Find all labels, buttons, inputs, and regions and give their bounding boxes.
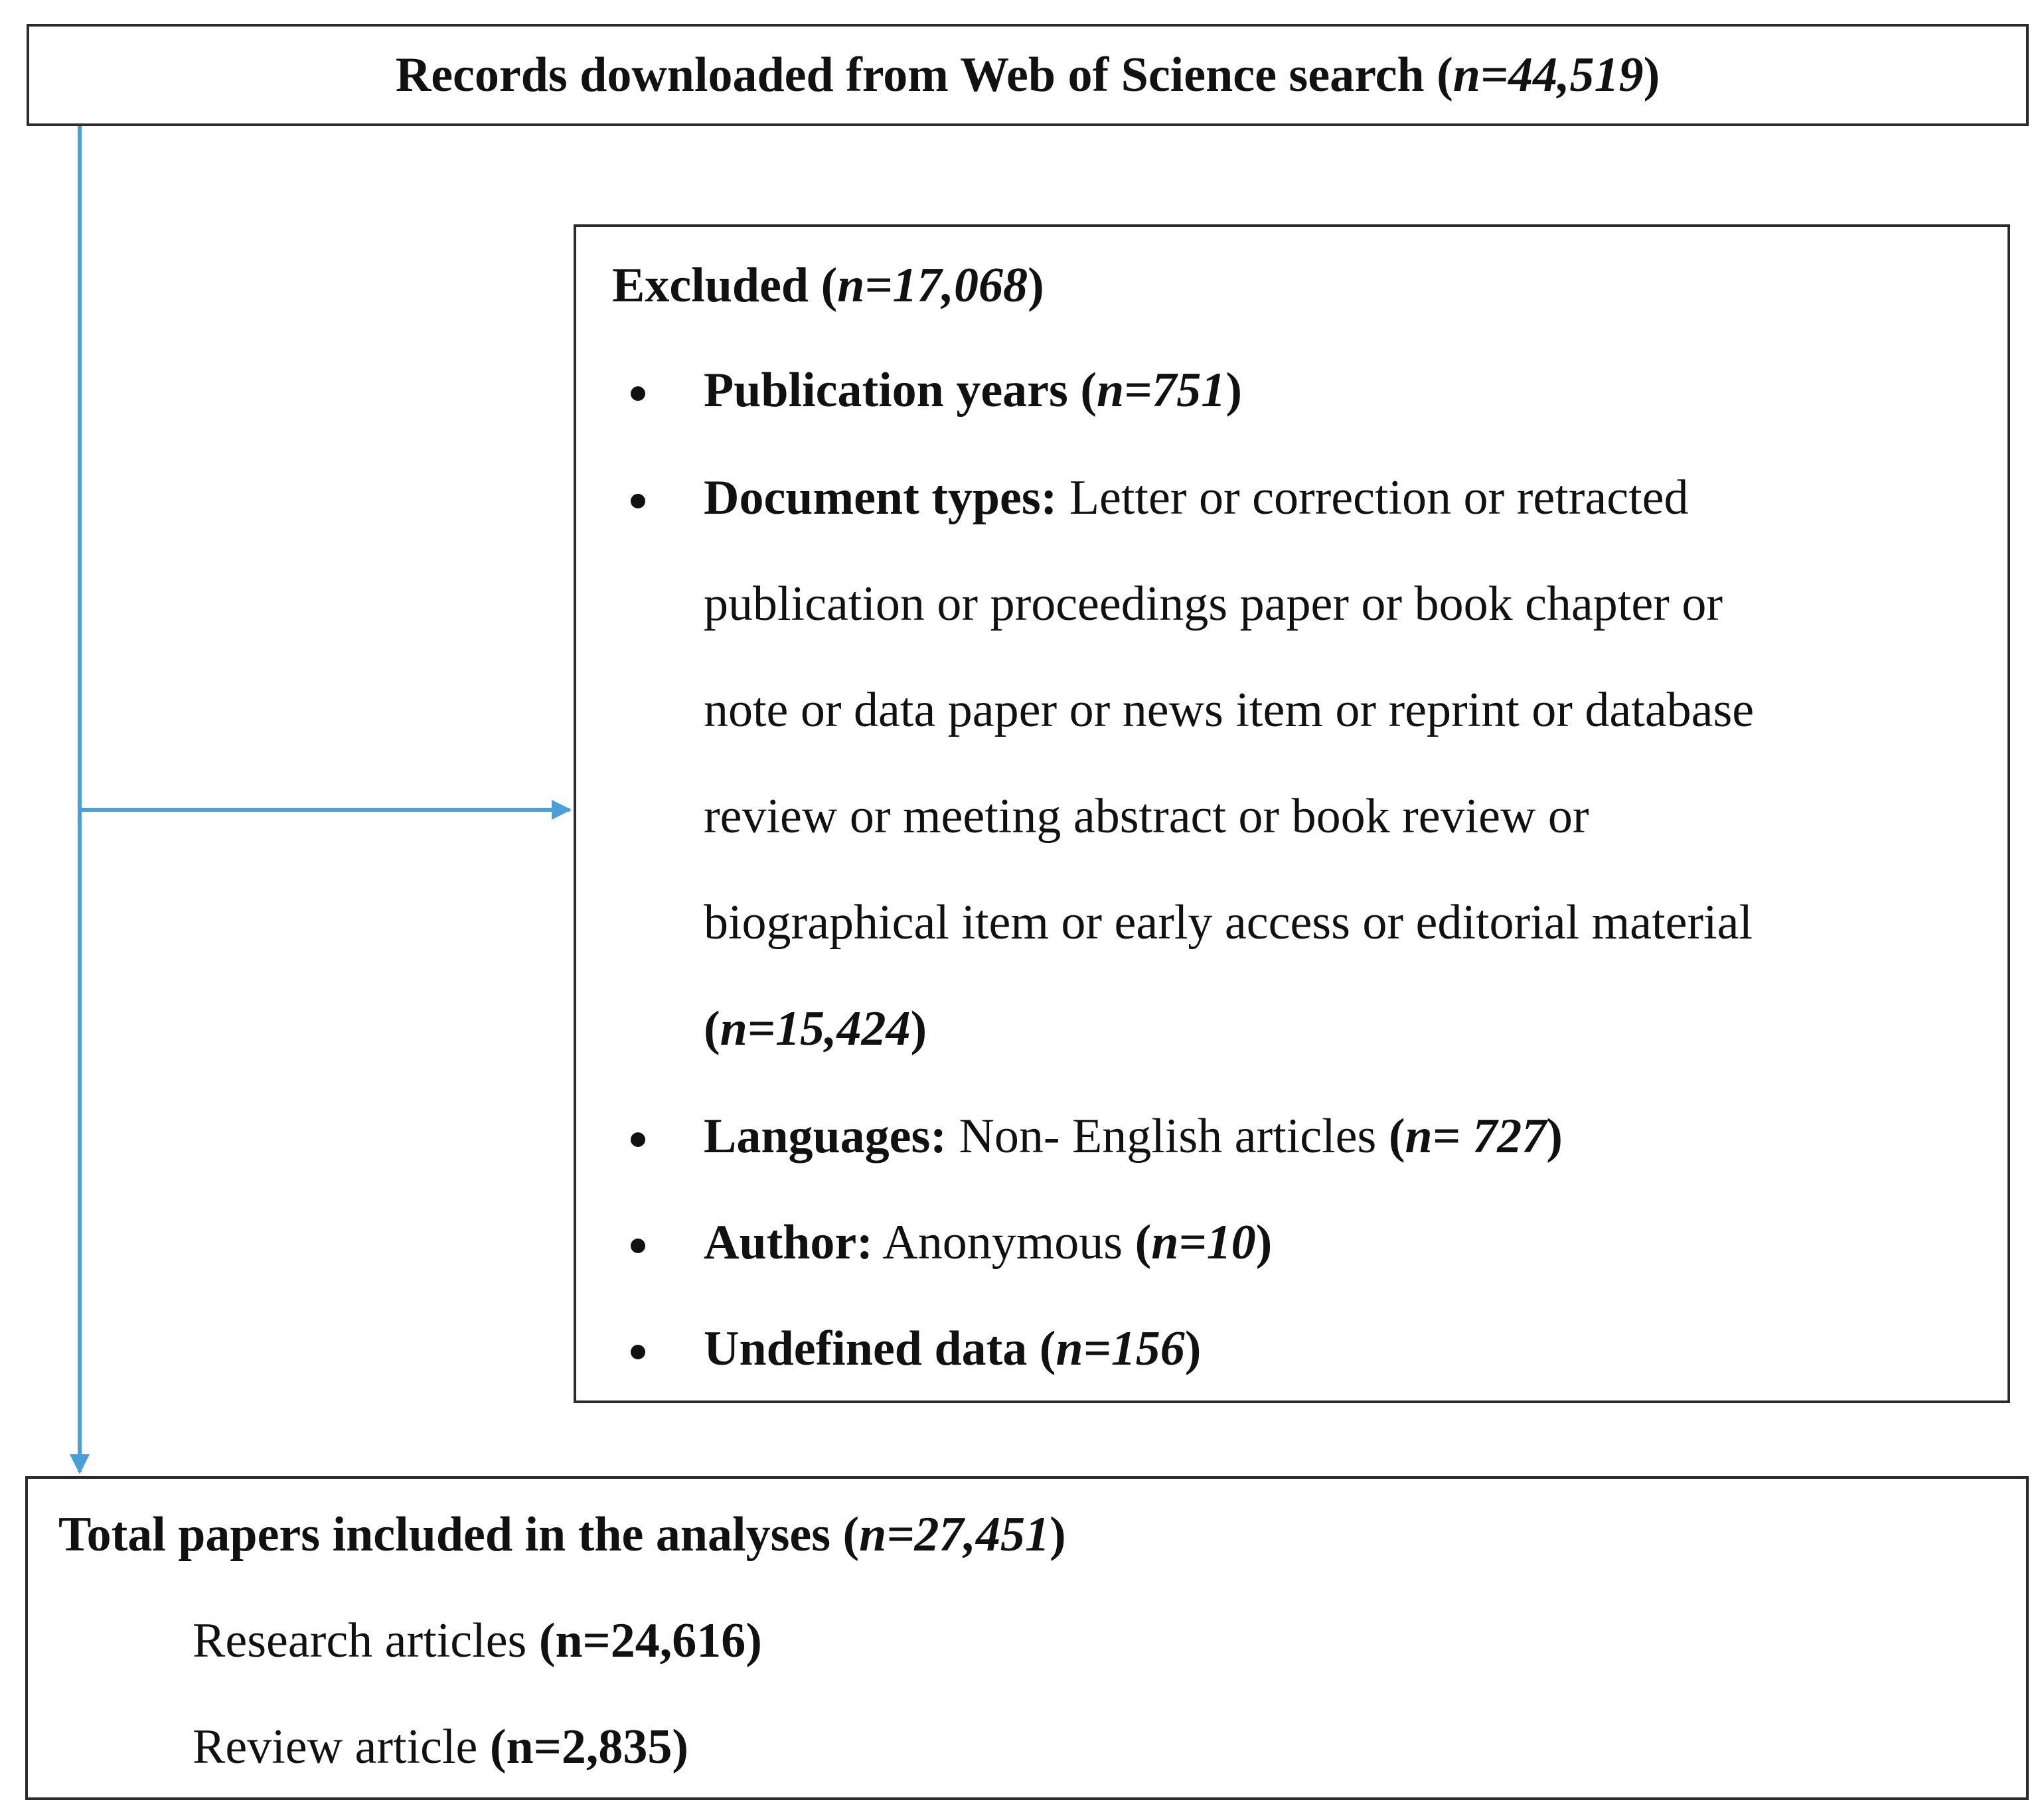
records-downloaded-box (27, 24, 2029, 126)
total-label: Total papers included in the analyses (58, 1507, 831, 1562)
research-articles-count: (n=24,616) (538, 1614, 762, 1668)
item-count: n= 727 (1405, 1109, 1547, 1164)
bullet-icon (631, 1239, 645, 1253)
item-label: Publication years (704, 363, 1068, 417)
review-article-line (193, 1719, 688, 1776)
excluded-box (574, 224, 2010, 1403)
paren-open: ( (809, 258, 838, 313)
item-text: Anonymous (872, 1215, 1135, 1270)
paren-open: ( (1424, 48, 1453, 102)
paren-open: ( (704, 1002, 720, 1056)
excluded-item-languages (704, 1108, 1563, 1165)
paren-close: ) (1028, 258, 1044, 313)
review-article-count: (n=2,835) (489, 1720, 689, 1774)
document-types-count (704, 1001, 927, 1057)
records-count: n=44,519 (1453, 48, 1644, 102)
item-count: n=15,424 (720, 1002, 911, 1056)
document-types-line: review or meeting abstract or book review or (704, 789, 1589, 844)
item-text: Letter or correction or retracted (1057, 471, 1689, 525)
total-included-box (25, 1476, 2029, 1800)
item-text: Non- English articles (946, 1109, 1389, 1164)
excluded-item-publication-years (704, 362, 1242, 419)
paren-close: ) (910, 1002, 927, 1056)
item-label: Author: (704, 1215, 873, 1270)
total-heading (58, 1507, 1066, 1563)
document-types-line: publication or proceedings paper or book chapter or (704, 577, 1723, 631)
paren-close: ) (1050, 1507, 1066, 1562)
excluded-label: Excluded (612, 258, 809, 313)
excluded-heading (612, 258, 1044, 314)
review-article-label: Review article (193, 1720, 490, 1774)
excluded-item-document-types (704, 470, 1688, 526)
excluded-item-undefined-data (704, 1321, 1201, 1377)
excluded-item-author (704, 1215, 1272, 1271)
item-count: n=10 (1151, 1215, 1256, 1270)
records-label-text: Records downloaded from Web of Science search (395, 48, 1425, 102)
paren-open: ( (830, 1507, 860, 1562)
item-count: n=751 (1096, 363, 1226, 417)
research-articles-line (193, 1613, 762, 1669)
research-articles-label: Research articles (193, 1614, 539, 1668)
item-label: Undefined data (704, 1322, 1028, 1376)
bullet-icon (631, 386, 645, 401)
excluded-count: n=17,068 (837, 258, 1028, 313)
bullet-icon (631, 494, 645, 508)
item-label: Document types: (704, 471, 1058, 525)
paren-open: ( (1388, 1109, 1405, 1164)
paren-open: ( (1067, 363, 1097, 417)
bullet-icon (631, 1345, 645, 1359)
total-count: n=27,451 (859, 1507, 1050, 1562)
paren-open: ( (1135, 1215, 1152, 1270)
paren-close: ) (1255, 1215, 1273, 1270)
paren-close: ) (1546, 1109, 1563, 1164)
item-label: Languages: (704, 1109, 947, 1164)
paren-close: ) (1184, 1322, 1202, 1376)
paren-close: ) (1643, 48, 1660, 102)
records-downloaded-label (396, 50, 1660, 100)
document-types-line: biographical item or early access or editorial material (704, 895, 1753, 950)
item-count: n=156 (1056, 1322, 1185, 1376)
bullet-icon (631, 1132, 645, 1147)
paren-open: ( (1027, 1322, 1056, 1376)
paren-close: ) (1225, 363, 1242, 417)
document-types-line: note or data paper or news item or reprint or database (704, 683, 1755, 737)
